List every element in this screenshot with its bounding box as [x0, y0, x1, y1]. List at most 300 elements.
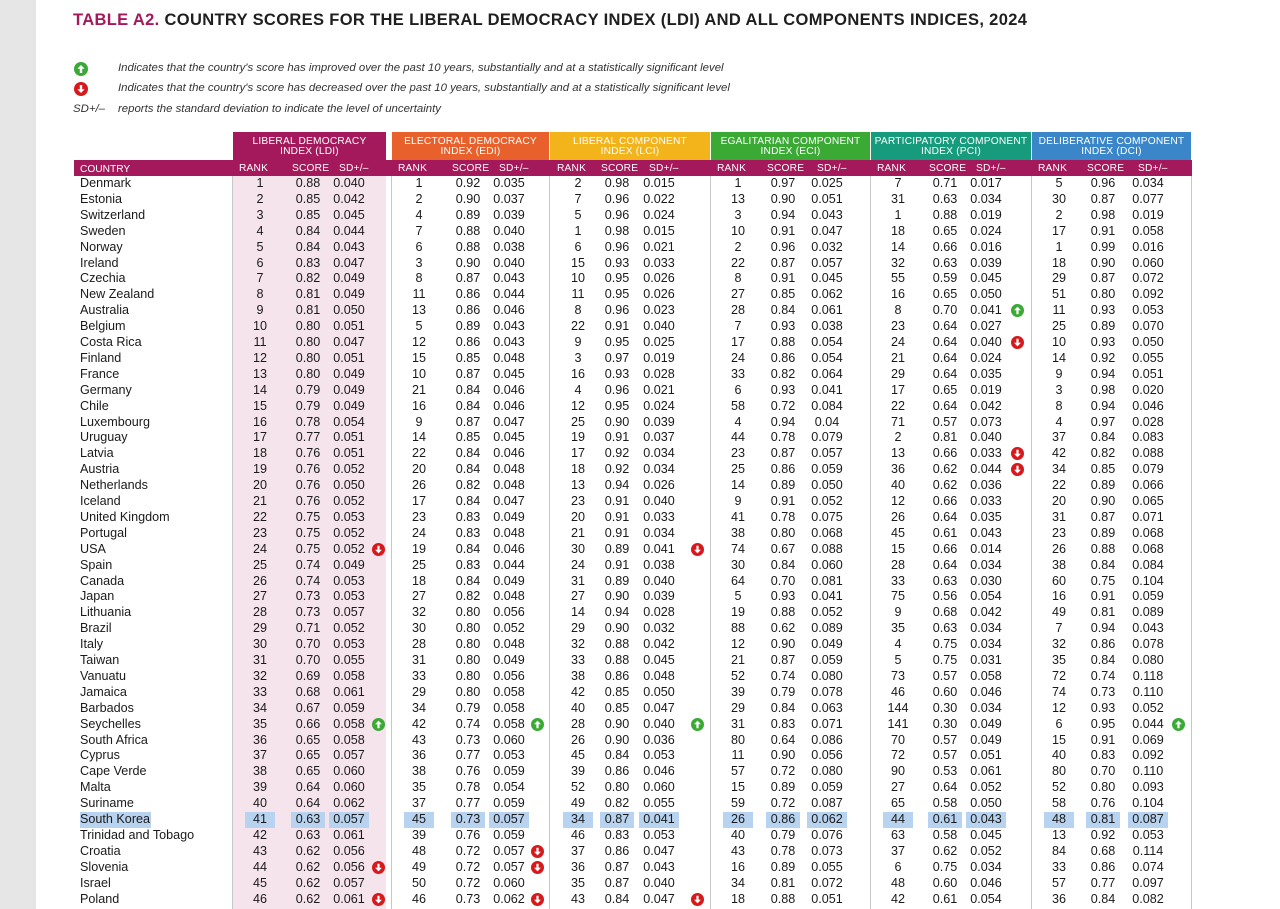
- subheader-sd: SD+/–: [339, 163, 369, 174]
- country-name: Brazil: [80, 621, 112, 636]
- cell-rank: 32: [411, 605, 426, 620]
- cell-rank: 25: [570, 414, 585, 429]
- cell-sd: 0.044: [333, 223, 365, 238]
- cell-score: 0.89: [1090, 525, 1116, 540]
- cell-sd: 0.024: [643, 398, 675, 413]
- cell-sd: 0.076: [811, 827, 843, 842]
- cell-rank: 42: [411, 716, 426, 731]
- table-row: [74, 240, 1192, 256]
- cell-score: 0.80: [295, 319, 321, 334]
- cell-sd: 0.049: [333, 382, 365, 397]
- cell-score: 0.75: [932, 637, 958, 652]
- table-row: [74, 701, 1192, 717]
- cell-score: 0.71: [295, 621, 321, 636]
- cell-sd: 0.042: [333, 191, 365, 206]
- cell-rank: 38: [730, 525, 745, 540]
- group-header-line: INDEX (DCI): [1081, 146, 1142, 158]
- cell-score: 0.65: [295, 764, 321, 779]
- subheader-rank: RANK: [557, 163, 587, 174]
- cell-sd: 0.052: [493, 621, 525, 636]
- cell-sd: 0.083: [1132, 430, 1164, 445]
- table-row: [74, 892, 1192, 908]
- cell-score: 0.92: [1090, 350, 1116, 365]
- subheader-score: SCORE: [1087, 163, 1125, 174]
- cell-score: 0.75: [295, 509, 321, 524]
- cell-rank: 42: [1051, 446, 1066, 461]
- table-row: [74, 367, 1192, 383]
- cell-rank: 11: [1052, 303, 1066, 318]
- cell-rank: 9: [1055, 366, 1063, 381]
- cell-score: 0.93: [604, 366, 630, 381]
- cell-sd: 0.052: [970, 780, 1002, 795]
- cell-score: 0.76: [295, 494, 321, 508]
- cell-rank: 13: [411, 303, 426, 318]
- cell-score: 0.90: [770, 637, 796, 652]
- cell-sd: 0.058: [333, 668, 365, 683]
- cell-sd: 0.049: [493, 573, 525, 588]
- cell-rank: 18: [570, 462, 585, 477]
- cell-rank: 27: [411, 589, 426, 604]
- cell-rank: 32: [252, 668, 267, 683]
- cell-sd: 0.048: [493, 462, 525, 477]
- cell-score: 0.95: [604, 398, 630, 413]
- cell-rank: 52: [570, 780, 585, 795]
- cell-rank: 28: [411, 637, 426, 652]
- cell-rank: 11: [253, 335, 267, 349]
- cell-sd: 0.046: [643, 764, 675, 779]
- cell-score: 0.63: [932, 191, 958, 206]
- cell-rank: 26: [723, 812, 753, 828]
- cell-rank: 45: [252, 875, 267, 890]
- up-arrow-icon: [372, 718, 385, 731]
- cell-rank: 34: [563, 812, 593, 828]
- cell-rank: 1: [415, 176, 423, 190]
- cell-sd: 0.042: [643, 637, 675, 652]
- cell-sd: 0.079: [1132, 462, 1164, 477]
- table-title-text: COUNTRY SCORES FOR THE LIBERAL DEMOCRACY INDEX (LDI) AND ALL COMPONENTS INDICES, 2024: [164, 11, 1028, 29]
- cell-score: 0.91: [1090, 732, 1116, 747]
- cell-sd: 0.051: [333, 446, 365, 461]
- cell-rank: 14: [252, 382, 267, 397]
- cell-sd: 0.034: [1132, 176, 1164, 190]
- country-name: Italy: [80, 637, 104, 652]
- cell-rank: 25: [411, 557, 426, 572]
- cell-rank: 14: [570, 605, 585, 620]
- cell-sd: 0.104: [1132, 573, 1164, 588]
- table-row: [74, 733, 1192, 749]
- cell-rank: 19: [730, 605, 745, 620]
- cell-rank: 8: [574, 303, 582, 318]
- cell-sd: 0.049: [333, 366, 365, 381]
- cell-score: 0.84: [455, 541, 481, 556]
- cell-rank: 9: [415, 414, 423, 429]
- up-arrow-icon: [74, 62, 88, 76]
- cell-score: 0.88: [604, 637, 630, 652]
- cell-sd: 0.081: [811, 573, 843, 588]
- cell-rank: 15: [411, 350, 426, 365]
- cell-score: 0.73: [295, 605, 321, 620]
- cell-score: 0.69: [295, 668, 321, 683]
- country-name: Japan: [80, 589, 115, 604]
- cell-sd: 0.059: [493, 764, 525, 779]
- cell-score: 0.86: [604, 668, 630, 683]
- cell-score: 0.93: [604, 255, 630, 270]
- cell-rank: 29: [252, 621, 267, 636]
- cell-sd: 0.055: [643, 796, 675, 811]
- cell-score: 0.85: [1090, 462, 1116, 477]
- cell-rank: 38: [570, 668, 585, 683]
- cell-score: 0.87: [770, 255, 796, 270]
- cell-sd: 0.068: [811, 525, 843, 540]
- group-header-line: INDEX (EDI): [440, 146, 501, 158]
- down-arrow-icon: [1011, 447, 1024, 460]
- cell-sd: 0.054: [970, 891, 1002, 906]
- cell-sd: 0.049: [333, 557, 365, 572]
- cell-score: 0.84: [770, 700, 796, 715]
- cell-rank: 43: [570, 891, 585, 906]
- cell-sd: 0.058: [493, 716, 525, 731]
- cell-rank: 7: [894, 176, 902, 190]
- cell-score: 0.64: [295, 780, 321, 795]
- cell-score: 0.80: [295, 335, 321, 349]
- cell-score: 0.91: [604, 494, 630, 508]
- cell-rank: 12: [411, 335, 426, 349]
- cell-rank: 50: [411, 875, 426, 890]
- cell-score: 0.62: [295, 843, 321, 858]
- cell-sd: 0.059: [1132, 589, 1164, 604]
- cell-rank: 14: [730, 478, 745, 493]
- cell-rank: 27: [570, 589, 585, 604]
- cell-rank: 22: [890, 398, 905, 413]
- cell-rank: 46: [252, 891, 267, 906]
- cell-score: 0.77: [455, 796, 481, 811]
- cell-sd: 0.043: [333, 239, 365, 254]
- cell-rank: 25: [252, 557, 267, 572]
- cell-rank: 30: [411, 621, 426, 636]
- cell-sd: 0.038: [643, 557, 675, 572]
- cell-sd: 0.046: [493, 398, 525, 413]
- down-arrow-icon: [372, 893, 385, 906]
- cell-sd: 0.079: [811, 430, 843, 445]
- cell-sd: 0.057: [333, 605, 365, 620]
- cell-rank: 36: [1051, 891, 1066, 906]
- table-row: [74, 462, 1192, 478]
- cell-rank: 18: [890, 223, 905, 238]
- cell-sd: 0.110: [1132, 764, 1164, 779]
- cell-sd: 0.043: [1132, 621, 1164, 636]
- cell-sd: 0.038: [811, 319, 843, 334]
- country-name: Canada: [80, 573, 125, 588]
- cell-rank: 24: [890, 335, 905, 349]
- country-name: Germany: [80, 382, 132, 397]
- cell-rank: 13: [730, 191, 745, 206]
- cell-sd: 0.046: [493, 541, 525, 556]
- cell-sd: 0.053: [1132, 827, 1164, 842]
- cell-sd: 0.035: [970, 366, 1002, 381]
- cell-sd: 0.059: [811, 462, 843, 477]
- cell-score: 0.96: [1090, 176, 1116, 190]
- cell-rank: 17: [252, 430, 267, 445]
- country-name: United Kingdom: [80, 509, 170, 524]
- cell-rank: 5: [894, 653, 902, 667]
- cell-rank: 20: [1051, 494, 1066, 508]
- legend-decreased-text: Indicates that the country's score has decreased over the past 10 years, substantially and at a statistically significant level: [118, 82, 730, 94]
- cell-score: 0.68: [932, 605, 958, 620]
- cell-rank: 30: [730, 557, 745, 572]
- cell-sd: 0.057: [329, 812, 369, 828]
- table-row: [74, 415, 1192, 431]
- cell-sd: 0.030: [970, 573, 1002, 588]
- cell-rank: 5: [1055, 176, 1063, 190]
- cell-rank: 72: [1051, 668, 1066, 683]
- cell-score: 0.30: [932, 716, 958, 731]
- cell-score: 0.86: [604, 843, 630, 858]
- cell-rank: 1: [1055, 239, 1063, 254]
- subheader-rank: RANK: [398, 163, 428, 174]
- down-arrow-icon: [1011, 336, 1024, 349]
- table-number: TABLE A2.: [73, 11, 160, 29]
- cell-sd: 0.060: [493, 732, 525, 747]
- cell-sd: 0.058: [333, 716, 365, 731]
- cell-sd: 0.051: [970, 748, 1002, 763]
- cell-sd: 0.059: [333, 700, 365, 715]
- cell-sd: 0.046: [970, 875, 1002, 890]
- country-name: USA: [80, 541, 106, 556]
- cell-score: 0.60: [932, 875, 958, 890]
- cell-score: 0.62: [295, 859, 321, 874]
- cell-sd: 0.051: [333, 350, 365, 365]
- cell-rank: 37: [570, 843, 585, 858]
- cell-score: 0.78: [295, 414, 321, 429]
- cell-rank: 30: [252, 637, 267, 652]
- cell-sd: 0.041: [811, 382, 843, 397]
- up-arrow-icon: [691, 718, 704, 731]
- cell-sd: 0.032: [643, 621, 675, 636]
- cell-rank: 52: [1051, 780, 1066, 795]
- cell-rank: 22: [252, 509, 267, 524]
- cell-rank: 24: [730, 350, 745, 365]
- cell-score: 0.84: [455, 462, 481, 477]
- cell-sd: 0.025: [811, 176, 843, 190]
- country-name: Costa Rica: [80, 335, 142, 349]
- cell-rank: 33: [730, 366, 745, 381]
- down-arrow-icon: [691, 543, 704, 556]
- cell-rank: 26: [252, 573, 267, 588]
- cell-sd: 0.039: [643, 589, 675, 604]
- cell-sd: 0.056: [333, 843, 365, 858]
- cell-sd: 0.069: [1132, 732, 1164, 747]
- cell-score: 0.60: [932, 684, 958, 699]
- cell-rank: 8: [1055, 398, 1063, 413]
- cell-score: 0.81: [932, 430, 958, 445]
- subheader-sd: SD+/–: [499, 163, 529, 174]
- subheader-rank: RANK: [877, 163, 907, 174]
- cell-score: 0.82: [295, 271, 321, 286]
- cell-score: 0.84: [455, 573, 481, 588]
- cell-score: 0.64: [770, 732, 796, 747]
- cell-rank: 40: [890, 478, 905, 493]
- cell-rank: 33: [570, 653, 585, 667]
- cell-sd: 0.072: [811, 875, 843, 890]
- table-row: [74, 558, 1192, 574]
- cell-score: 0.75: [932, 859, 958, 874]
- cell-rank: 23: [252, 525, 267, 540]
- country-name: Cyprus: [80, 748, 120, 763]
- cell-rank: 34: [252, 700, 267, 715]
- cell-rank: 27: [730, 287, 745, 302]
- cell-rank: 48: [890, 875, 905, 890]
- group-header-line: INDEX (LDI): [280, 146, 339, 158]
- cell-rank: 71: [890, 414, 905, 429]
- cell-score: 0.61: [928, 812, 962, 828]
- cell-rank: 65: [890, 796, 905, 811]
- cell-score: 0.79: [295, 382, 321, 397]
- cell-score: 0.77: [455, 748, 481, 763]
- cell-sd: 0.051: [333, 319, 365, 334]
- cell-sd: 0.048: [493, 589, 525, 604]
- cell-score: 0.84: [1090, 653, 1116, 667]
- legend-improved-text: Indicates that the country's score has improved over the past 10 years, substantially and at a statistically significant level: [118, 62, 724, 74]
- cell-sd: 0.027: [970, 319, 1002, 334]
- cell-score: 0.95: [604, 335, 630, 349]
- cell-score: 0.94: [770, 207, 796, 222]
- cell-score: 0.87: [1090, 191, 1116, 206]
- table-row: [74, 399, 1192, 415]
- cell-score: 0.72: [770, 764, 796, 779]
- cell-sd: 0.019: [970, 207, 1002, 222]
- cell-score: 0.61: [932, 891, 958, 906]
- cell-sd: 0.053: [493, 748, 525, 763]
- cell-rank: 34: [730, 875, 745, 890]
- cell-score: 0.77: [295, 430, 321, 445]
- table-row: [74, 876, 1192, 892]
- cell-sd: 0.092: [1132, 748, 1164, 763]
- cell-score: 0.93: [1090, 335, 1116, 349]
- country-name: Czechia: [80, 271, 126, 286]
- cell-sd: 0.033: [643, 255, 675, 270]
- cell-sd: 0.040: [643, 875, 675, 890]
- cell-sd: 0.070: [1132, 319, 1164, 334]
- table-row: [74, 271, 1192, 287]
- cell-score: 0.84: [1090, 557, 1116, 572]
- cell-score: 0.94: [604, 478, 630, 493]
- cell-rank: 80: [1051, 764, 1066, 779]
- cell-score: 0.78: [770, 430, 796, 445]
- table-row: [74, 812, 1192, 828]
- cell-rank: 12: [252, 350, 267, 365]
- cell-sd: 0.043: [643, 859, 675, 874]
- cell-sd: 0.037: [493, 191, 525, 206]
- country-name: Vanuatu: [80, 668, 126, 683]
- cell-rank: 10: [1051, 335, 1066, 349]
- cell-score: 0.75: [295, 525, 321, 540]
- cell-rank: 1: [574, 223, 582, 238]
- cell-score: 0.64: [932, 509, 958, 524]
- cell-sd: 0.059: [811, 653, 843, 667]
- cell-sd: 0.053: [643, 827, 675, 842]
- cell-rank: 37: [890, 843, 905, 858]
- cell-score: 0.73: [1090, 684, 1116, 699]
- cell-score: 0.86: [766, 812, 800, 828]
- cell-sd: 0.041: [811, 589, 843, 604]
- cell-score: 0.94: [1090, 398, 1116, 413]
- cell-score: 0.64: [932, 398, 958, 413]
- cell-rank: 49: [570, 796, 585, 811]
- cell-sd: 0.089: [1132, 605, 1164, 620]
- table-row: [74, 796, 1192, 812]
- table-row: [74, 685, 1192, 701]
- cell-rank: 21: [890, 350, 905, 365]
- cell-score: 0.97: [604, 350, 630, 365]
- cell-sd: 0.049: [333, 271, 365, 286]
- cell-score: 0.93: [770, 319, 796, 334]
- subheader-rank: RANK: [1038, 163, 1068, 174]
- cell-rank: 16: [1051, 589, 1066, 604]
- cell-sd: 0.040: [493, 223, 525, 238]
- table-row: [74, 287, 1192, 303]
- cell-sd: 0.049: [333, 287, 365, 302]
- cell-rank: 63: [890, 827, 905, 842]
- cell-score: 0.82: [604, 796, 630, 811]
- cell-rank: 34: [411, 700, 426, 715]
- cell-sd: 0.080: [811, 764, 843, 779]
- cell-sd: 0.048: [493, 637, 525, 652]
- cell-rank: 15: [252, 398, 267, 413]
- cell-sd: 0.061: [333, 827, 365, 842]
- cell-sd: 0.057: [493, 859, 525, 874]
- cell-sd: 0.025: [643, 335, 675, 349]
- cell-sd: 0.041: [643, 541, 675, 556]
- cell-sd: 0.034: [970, 621, 1002, 636]
- cell-rank: 33: [411, 668, 426, 683]
- cell-sd: 0.052: [970, 843, 1002, 858]
- cell-score: 0.88: [455, 223, 481, 238]
- cell-sd: 0.061: [970, 764, 1002, 779]
- cell-rank: 42: [570, 684, 585, 699]
- country-name: Netherlands: [80, 478, 148, 493]
- cell-score: 0.65: [932, 382, 958, 397]
- subheader-rank: RANK: [239, 163, 269, 174]
- cell-rank: 6: [894, 859, 902, 874]
- cell-score: 0.85: [770, 287, 796, 302]
- cell-rank: 39: [570, 764, 585, 779]
- cell-sd: 0.048: [493, 478, 525, 493]
- cell-rank: 36: [252, 732, 267, 747]
- cell-sd: 0.049: [811, 637, 843, 652]
- cell-score: 0.89: [604, 573, 630, 588]
- cell-sd: 0.060: [643, 780, 675, 795]
- cell-sd: 0.047: [493, 494, 525, 508]
- cell-score: 0.84: [770, 557, 796, 572]
- legend-sd-text: reports the standard deviation to indicate the level of uncertainty: [118, 103, 441, 115]
- cell-score: 0.63: [932, 255, 958, 270]
- cell-sd: 0.04: [814, 414, 840, 429]
- subheader-score: SCORE: [767, 163, 805, 174]
- cell-rank: 2: [894, 430, 902, 445]
- cell-rank: 6: [574, 239, 582, 254]
- cell-score: 0.86: [455, 287, 481, 302]
- cell-rank: 14: [890, 239, 905, 254]
- country-name: Barbados: [80, 700, 134, 715]
- cell-score: 0.89: [770, 478, 796, 493]
- cell-score: 0.74: [770, 668, 796, 683]
- table-row: [74, 319, 1192, 335]
- cell-rank: 5: [415, 319, 423, 334]
- cell-score: 0.90: [770, 748, 796, 763]
- cell-sd: 0.052: [333, 462, 365, 477]
- cell-sd: 0.092: [1132, 287, 1164, 302]
- group-header-line: PARTICIPATORY COMPONENT: [874, 136, 1028, 147]
